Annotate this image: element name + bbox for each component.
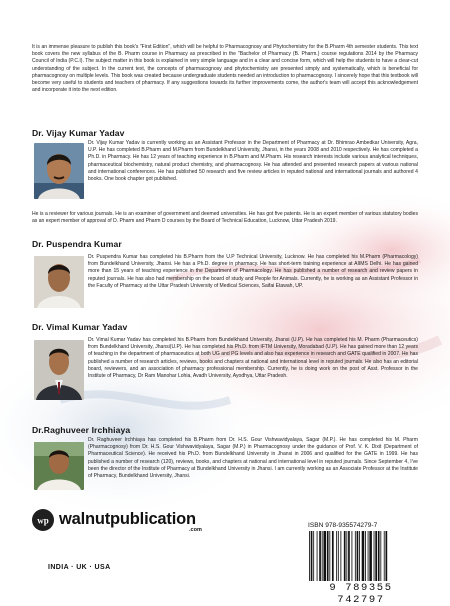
barcode-bar: [362, 531, 365, 581]
publisher-name: walnutpublication: [59, 510, 196, 528]
author-3-name: Dr. Vimal Kumar Yadav: [32, 322, 128, 332]
barcode-bar: [357, 531, 359, 581]
author-1-photo: [34, 143, 84, 199]
barcode-bar: [359, 531, 360, 581]
barcode-bar: [346, 531, 347, 581]
barcode-bar: [311, 531, 313, 581]
author-2-bio: Dr. Puspendra Kumar has completed his B.Pharm from the U.P Technical University, Lucknow. He has completed his M.Pharm (Pharmacology) from Bundelkhand University, Jhansi. He has a Ph.D. degree in pharmacy. He has short-term training experience at AIIMS Delhi. He has gained more than 15 years of teaching experience in the Department of Pharmacology. He has published a number of research and review papers in reputed journals. He has also had membership on the board of study and People for Animals. Currently, he is working as an Assistant Professor in the Faculty of Pharmacy at the Uttar Pradesh University of Medical Sciences, Saifai Etawah, UP.: [88, 254, 418, 289]
barcode-bar: [352, 531, 353, 581]
author-2-photo: [34, 256, 84, 308]
barcode-bar: [340, 531, 341, 581]
barcode-bar: [336, 531, 337, 581]
barcode-bar: [384, 531, 385, 581]
barcode-bar: [322, 531, 323, 581]
intro-paragraph: It is an immense pleasure to publish this book's "First Edition", which will be helpful to Pharmacognosy and Phytochemistry for the B.Pharm 4th semester students. This text book covers the new syllabus of the B. Pharm course in Pharmacy as prescribed in the "Bachelor of Pharmacy (B. Pharm.) course regulations 2014 by the Pharmacy Council of India (P.C.I). The subject matter in this book is explained in very simple language and in a clear and concise form, which will help the students to have a clear-cut understanding of the subject. In the current text, the concepts of pharmacognosy and phytochemistry are presented simply and systematically, which is beneficial for pharmacognosy on multiple levels. This book was created because undergraduate students needed an introduction to pharmacognosy. I sincerely hope that this textbook will become very useful to students and teachers of pharmacy. If any suggestions towards its further improvements come, the author's team will accept this acknowledgement and incorporate it into the next edition.: [32, 44, 418, 94]
barcode-bars: [307, 531, 415, 581]
author-3-photo: [34, 340, 84, 400]
publisher-domain-suffix: .com: [189, 527, 202, 533]
barcode-bar: [323, 531, 326, 581]
barcode-bar: [386, 531, 388, 581]
barcode-bar: [348, 531, 350, 581]
author-2-name: Dr. Puspendra Kumar: [32, 239, 122, 249]
barcode-bar: [380, 531, 381, 581]
author-4-name: Dr.Raghuveer Irchhiaya: [32, 425, 131, 435]
isbn-label: ISBN 978-935574279-7: [308, 522, 378, 529]
barcode-bar: [374, 531, 375, 581]
barcode-bar: [313, 531, 314, 581]
author-3-bio: Dr. Vimal Kumar Yadav has completed his B.Pharm from Bundelkhand University, Jhansi (U.P). He has completed his M. Pharm (Pharmaceutics) from Bundelkhand University, Jhansi(U.P). He has completed his Ph.D. from IFTM University, Moradabad (U.P). He has gained more than 12 years of teaching in the department of pharmaceutics at both UG and PG levels and also has experience in research and GATE qualified in 2007. He has published a number of research articles, reviews, books and chapters at national and international level in reputed journals. He also has an editorial board, reviewers, and an association of pharmacy professional membership. Currently, he is doing work on the post of Asst. Professor in the Institute of Pharmacy, Dr Ram Manohar Lohia, Avadh University, Ayodhya, Uttar Pradesh.: [88, 337, 418, 380]
barcode-bar: [338, 531, 339, 581]
author-4-photo: [34, 442, 84, 490]
publisher-countries: INDIA · UK · USA: [48, 564, 111, 571]
barcode-bar: [375, 531, 377, 581]
barcode-bar: [327, 531, 329, 581]
barcode-bar: [329, 531, 330, 581]
isbn-barcode: [304, 521, 418, 606]
barcode-bar: [319, 531, 321, 581]
barcode-bar: [365, 531, 366, 581]
author-1-bio-continued: He is a reviewer for various journals. He is an examiner of government and deemed universities. He has got five patents. He is an expert member of various statutory bodies as an expert member of approval of D. Pharm and Pharm D courses by the Board of Technical Education, Lucknow, Uttar Pradesh 2019.: [32, 211, 418, 225]
author-1-bio: Dr. Vijay Kumar Yadav is currently working as an Assistant Professor in the Department of Pharmacy at Dr. Bhimrao Ambedkar University, Agra, U.P. He has completed B.Pharm and M.Pharm from Bundelkhand University, Jhansi, in the years 2008 and 2010 respectively. He has completed a Ph.D. in Pharmacy. He has 12 years of teaching experience in B.Pharm and M.Pharm. His research interests include various analytical techniques, pharmaceutical biochemistry, natural product chemistry, and pharmacognosy. He has attended and presented research papers at various national and international conferences. He has published 50 research and five review articles in reputed national and international journals and authored 4 books. One book chapter got published.: [88, 140, 418, 183]
barcode-bar: [368, 531, 369, 581]
barcode-bar: [369, 531, 372, 581]
barcode-bar: [344, 531, 346, 581]
barcode-bar: [378, 531, 380, 581]
barcode-bar: [332, 531, 334, 581]
barcode-bar: [317, 531, 318, 581]
svg-text:wp: wp: [37, 515, 49, 526]
barcode-bar: [355, 531, 356, 581]
barcode-bar: [309, 531, 310, 581]
author-1-name: Dr. Vijay Kumar Yadav: [32, 128, 125, 138]
barcode-digits: 9 789355 742797: [329, 582, 393, 606]
author-4-bio: Dr. Raghuveer Irchhiaya has completed his B.Pharm from Dr. H.S. Gour Vishwavidyalaya, Sagar (M.P.). He has completed his M. Pharm (Pharmacognosy) from Dr. H.S. Gour Vishwavidyalaya, Sagar (M.P.) in Pharmacognosy under the guidance of Prof. V. K. Dixit (Department of Pharmaceutical Science). He received his Ph.D. from Bundelkhand University in Jhansi in 2006 and qualified for the GATE in 1999. He has published a number of research (120), reviews, books, and chapters at national and international level in reputed journals. Since September 4, I've been the director of the Institute of Pharmacy at Bundelkhand University in Jhansi. I am currently working as an Associate Professor at the Institute of Pharmacy, Bundelkhand University, Jhansi.: [88, 437, 418, 480]
walnut-logo-icon: [32, 509, 54, 531]
